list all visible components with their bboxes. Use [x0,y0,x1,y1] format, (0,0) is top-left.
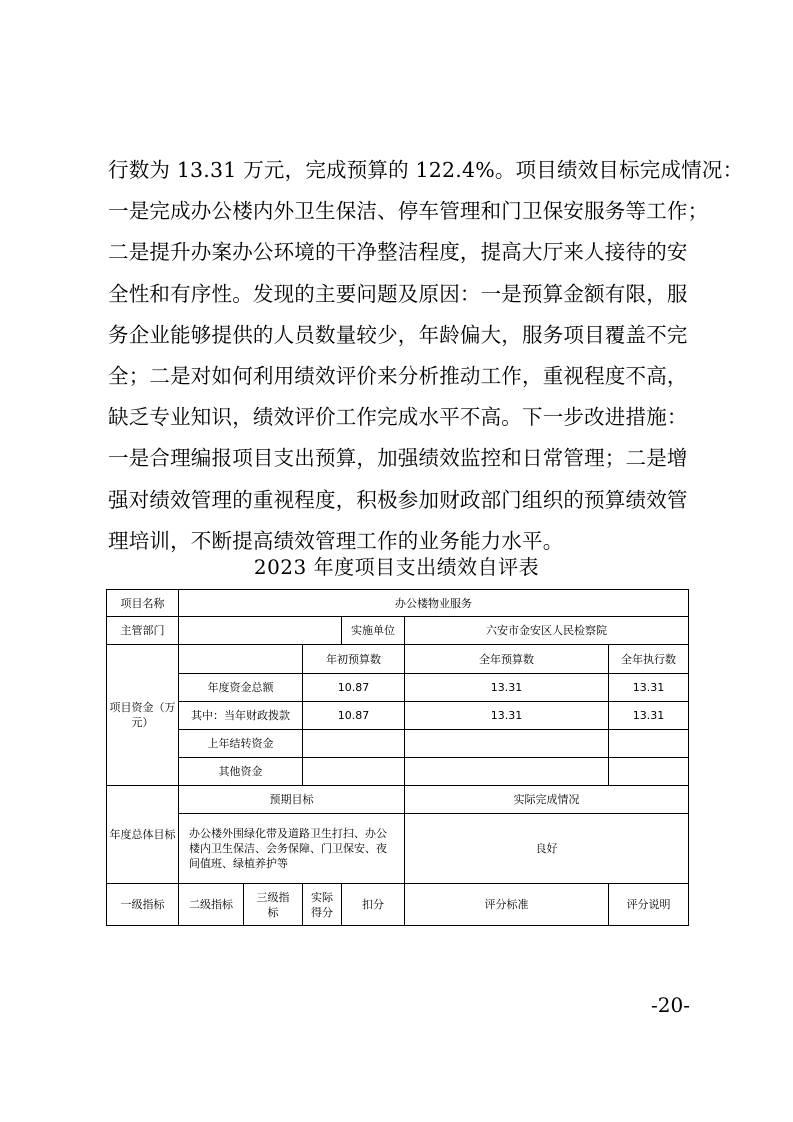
cell-executed: 13.31 [609,702,689,730]
paragraph-line: 务企业能够提供的人员数量较少，年龄偏大，服务项目覆盖不完 [108,322,688,347]
table-title: 2023 年度项目支出绩效自评表 [253,555,540,579]
table-row [107,590,689,617]
header-level1: 一级指标 [107,884,179,926]
paragraph-line: 强对绩效管理的重视程度，积极参加财政部门组织的预算绩效管 [108,487,688,512]
table-row [107,758,689,786]
paragraph-line: 缺乏专业知识，绩效评价工作完成水平不高。下一步改进措施： [108,405,688,430]
paragraph-line: 全；二是对如何利用绩效评价来分析推动工作，重视程度不高， [108,363,688,388]
cell-full: 13.31 [405,702,609,730]
page-number: -20- [651,993,690,1017]
table-row [107,645,689,674]
table-row [107,702,689,730]
table-row [107,786,689,814]
cell-initial: 10.87 [303,702,405,730]
table-row [107,674,689,702]
row-label: 上年结转资金 [179,730,303,758]
goals-label: 年度总体目标 [107,786,179,884]
actual-label: 实际完成情况 [405,786,689,814]
paragraph-line: 一是合理编报项目支出预算，加强绩效监控和日常管理；二是增 [108,446,688,471]
col-header-executed: 全年执行数 [609,645,689,674]
col-header-initial: 年初预算数 [303,645,405,674]
paragraph-line: 一是完成办公楼内外卫生保洁、停车管理和门卫保安服务等工作； [108,199,709,224]
cell-executed [609,730,689,758]
row-label: 年度资金总额 [179,674,303,702]
table-row [107,814,689,884]
project-name-label: 项目名称 [107,590,179,617]
row-label: 其他资金 [179,758,303,786]
row-label: 其中：当年财政拨款 [179,702,303,730]
paragraph-line: 行数为 13.31 万元，完成预算的 122.4%。项目绩效目标完成情况： [108,158,744,182]
table-row [107,730,689,758]
header-level2: 二级指标 [179,884,244,926]
funds-label: 项目资金（万元） [107,645,179,786]
table-row [107,884,689,926]
impl-unit-label: 实施单位 [342,617,405,645]
cell-full: 13.31 [405,674,609,702]
impl-unit-value: 六安市金安区人民检察院 [405,617,689,645]
table-row [107,617,689,645]
cell-full [405,730,609,758]
cell-executed [609,758,689,786]
col-header-full-budget: 全年预算数 [405,645,609,674]
cell-executed: 13.31 [609,674,689,702]
empty-cell [179,645,303,674]
expected-label: 预期目标 [179,786,405,814]
header-level3: 三级指标 [244,884,303,926]
cell-initial [303,730,405,758]
cell-initial [303,758,405,786]
dept-value [179,617,342,645]
header-criteria: 评分标准 [405,884,609,926]
header-notes: 评分说明 [609,884,689,926]
header-actual-score: 实际得分 [303,884,342,926]
header-deduction: 扣分 [342,884,405,926]
dept-label: 主管部门 [107,617,179,645]
project-name-value: 办公楼物业服务 [179,590,689,617]
body-paragraph [108,150,744,562]
evaluation-table [106,589,689,926]
paragraph-line: 理培训，不断提高绩效管理工作的业务能力水平。 [108,528,564,553]
cell-initial: 10.87 [303,674,405,702]
cell-full [405,758,609,786]
actual-text: 良好 [405,814,689,884]
paragraph-line: 全性和有序性。发现的主要问题及原因：一是预算金额有限，服 [108,281,688,306]
expected-text: 办公楼外围绿化带及道路卫生打扫、办公楼内卫生保洁、会务保障、门卫保安、夜间值班、绿植养护等 [179,814,405,884]
paragraph-line: 二是提升办案办公环境的干净整洁程度，提高大厅来人接待的安 [108,240,688,265]
